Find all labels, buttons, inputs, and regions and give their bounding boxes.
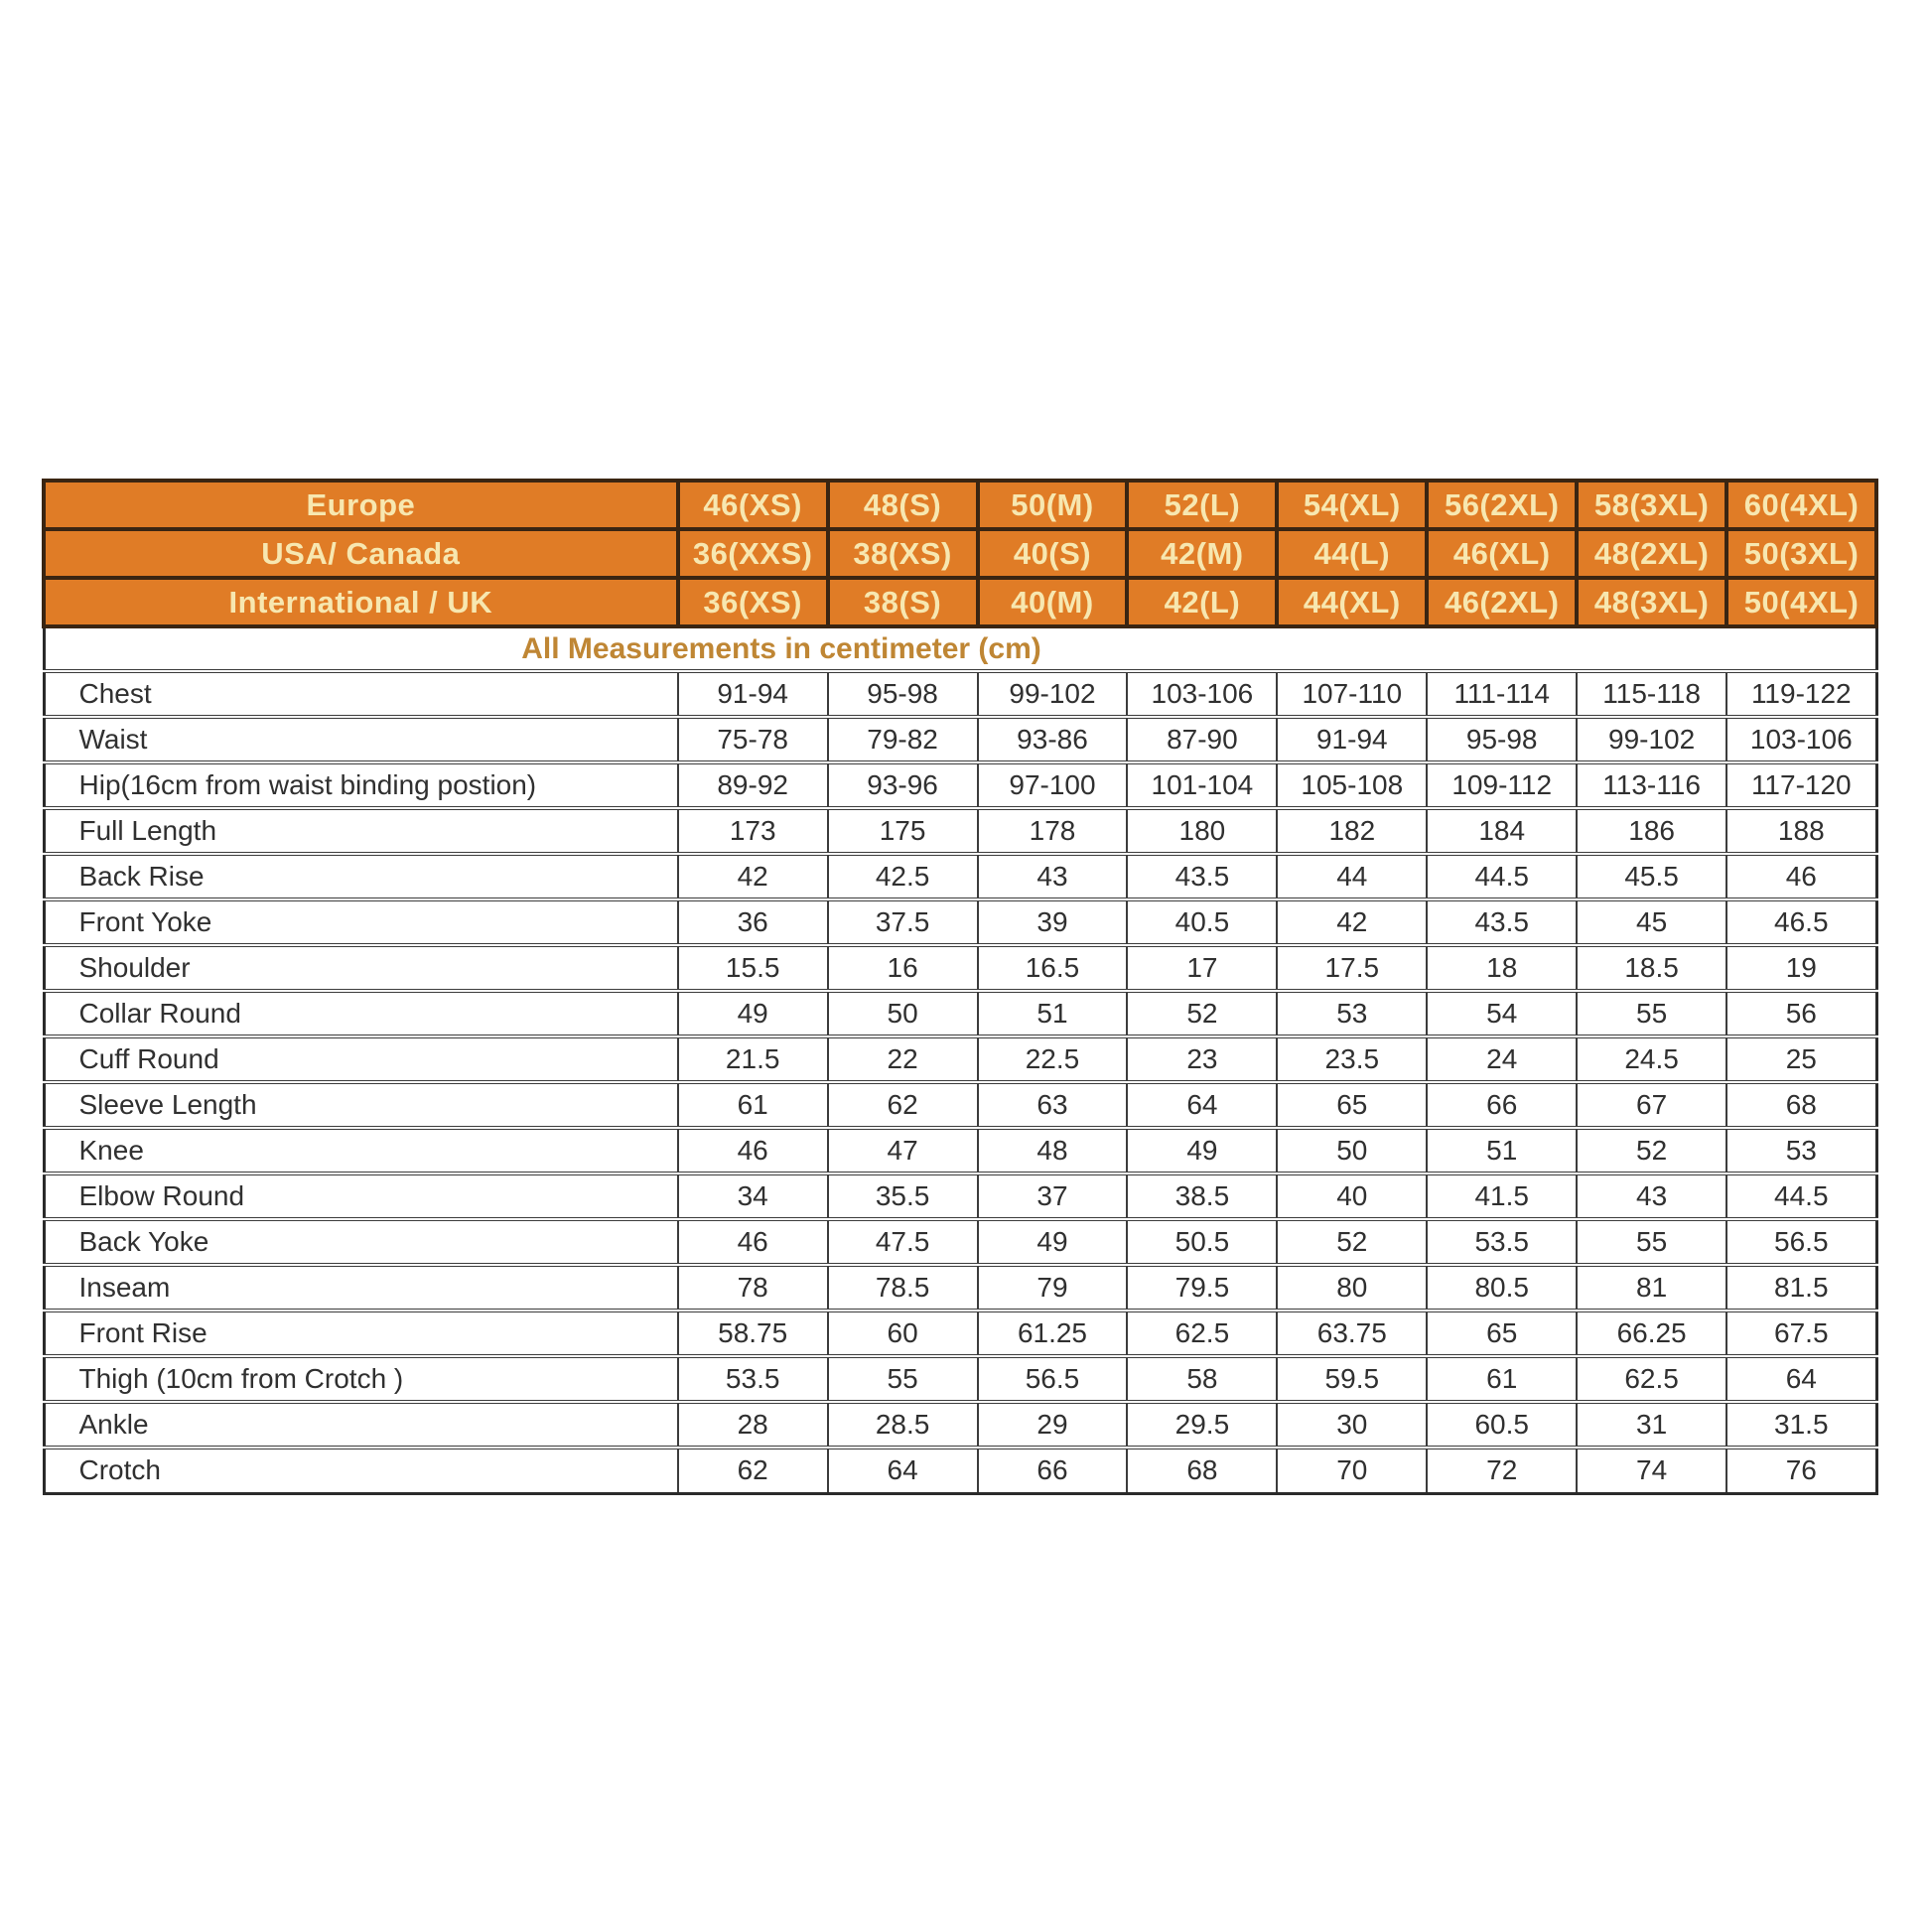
measurement-value: 52 (1127, 991, 1277, 1036)
measurement-value: 87-90 (1127, 717, 1277, 762)
measurement-value: 188 (1726, 808, 1876, 854)
measurement-value: 44 (1277, 854, 1427, 899)
measurement-value: 37 (978, 1173, 1128, 1219)
measurement-value: 79 (978, 1265, 1128, 1311)
measurement-value: 38.5 (1127, 1173, 1277, 1219)
measurement-value: 55 (1577, 1219, 1726, 1265)
measurement-value: 61 (1427, 1356, 1577, 1402)
measurement-value: 46 (678, 1219, 828, 1265)
measurement-value: 64 (1127, 1082, 1277, 1128)
measurement-value: 46 (1726, 854, 1876, 899)
measurement-value: 22.5 (978, 1036, 1128, 1082)
measurement-value: 80.5 (1427, 1265, 1577, 1311)
table-row (44, 1356, 1876, 1402)
table-row (44, 808, 1876, 854)
measurement-value: 80 (1277, 1265, 1427, 1311)
table-row (44, 717, 1876, 762)
measurement-value: 52 (1277, 1219, 1427, 1265)
measurement-value: 18 (1427, 945, 1577, 991)
measurement-value: 178 (978, 808, 1128, 854)
measurement-value: 66 (978, 1448, 1128, 1493)
measurement-value: 56.5 (1726, 1219, 1876, 1265)
measurement-value: 65 (1427, 1311, 1577, 1356)
measurement-value: 53 (1277, 991, 1427, 1036)
measurement-value: 95-98 (828, 671, 978, 717)
measurement-value: 182 (1277, 808, 1427, 854)
measurement-value: 17.5 (1277, 945, 1427, 991)
table-row (44, 1128, 1876, 1173)
measurement-value: 107-110 (1277, 671, 1427, 717)
measurement-value: 180 (1127, 808, 1277, 854)
measurement-value: 58.75 (678, 1311, 828, 1356)
measurement-value: 64 (828, 1448, 978, 1493)
measurement-value: 16.5 (978, 945, 1128, 991)
size-cell: 40(M) (978, 578, 1128, 626)
measurement-value: 63.75 (1277, 1311, 1427, 1356)
measurement-value: 59.5 (1277, 1356, 1427, 1402)
size-cell: 44(XL) (1277, 578, 1427, 626)
measurement-value: 51 (978, 991, 1128, 1036)
region-label: International / UK (44, 578, 678, 626)
measurement-value: 43.5 (1127, 854, 1277, 899)
measurement-value: 99-102 (978, 671, 1128, 717)
measurement-label: Back Yoke (44, 1219, 678, 1265)
measurement-value: 24.5 (1577, 1036, 1726, 1082)
measurement-value: 99-102 (1577, 717, 1726, 762)
table-row (44, 1036, 1876, 1082)
measurement-value: 31.5 (1726, 1402, 1876, 1448)
size-cell: 50(M) (978, 481, 1128, 529)
measurement-value: 184 (1427, 808, 1577, 854)
region-label: Europe (44, 481, 678, 529)
size-cell: 42(M) (1127, 529, 1277, 578)
measurement-value: 49 (978, 1219, 1128, 1265)
size-cell: 50(3XL) (1726, 529, 1876, 578)
measurement-value: 46 (678, 1128, 828, 1173)
table-row (44, 945, 1876, 991)
measurement-value: 37.5 (828, 899, 978, 945)
measurement-value: 65 (1277, 1082, 1427, 1128)
measurement-value: 105-108 (1277, 762, 1427, 808)
size-cell: 40(S) (978, 529, 1128, 578)
measurement-value: 95-98 (1427, 717, 1577, 762)
measurement-label: Back Rise (44, 854, 678, 899)
measurement-value: 93-96 (828, 762, 978, 808)
measurement-value: 43 (1577, 1173, 1726, 1219)
header-row (44, 481, 1876, 529)
measurement-value: 42 (678, 854, 828, 899)
measurement-value: 79.5 (1127, 1265, 1277, 1311)
size-cell: 44(L) (1277, 529, 1427, 578)
measurement-value: 22 (828, 1036, 978, 1082)
table-row (44, 1265, 1876, 1311)
measurement-value: 93-86 (978, 717, 1128, 762)
measurement-value: 36 (678, 899, 828, 945)
measurement-value: 48 (978, 1128, 1128, 1173)
measurement-value: 29.5 (1127, 1402, 1277, 1448)
region-label: USA/ Canada (44, 529, 678, 578)
size-cell: 60(4XL) (1726, 481, 1876, 529)
measurement-value: 29 (978, 1402, 1128, 1448)
table-row (44, 854, 1876, 899)
measurement-value: 54 (1427, 991, 1577, 1036)
measurement-value: 42.5 (828, 854, 978, 899)
measurement-value: 49 (678, 991, 828, 1036)
measurement-value: 109-112 (1427, 762, 1577, 808)
measurement-value: 62 (678, 1448, 828, 1493)
measurement-value: 16 (828, 945, 978, 991)
measurement-unit-note: All Measurements in centimeter (cm) (44, 626, 1876, 671)
measurement-value: 55 (828, 1356, 978, 1402)
measurement-label: Crotch (44, 1448, 678, 1493)
measurement-value: 47.5 (828, 1219, 978, 1265)
size-cell: 50(4XL) (1726, 578, 1876, 626)
measurement-value: 44.5 (1726, 1173, 1876, 1219)
size-cell: 46(XL) (1427, 529, 1577, 578)
measurement-value: 50 (828, 991, 978, 1036)
measurement-value: 53.5 (678, 1356, 828, 1402)
measurement-value: 43 (978, 854, 1128, 899)
measurement-value: 18.5 (1577, 945, 1726, 991)
table-row (44, 1402, 1876, 1448)
size-chart-table (42, 479, 1878, 1495)
measurement-label: Hip(16cm from waist binding postion) (44, 762, 678, 808)
measurement-value: 103-106 (1726, 717, 1876, 762)
measurement-value: 79-82 (828, 717, 978, 762)
table-row (44, 1448, 1876, 1493)
measurement-value: 78.5 (828, 1265, 978, 1311)
table-row (44, 671, 1876, 717)
size-cell: 48(3XL) (1577, 578, 1726, 626)
measurement-value: 45.5 (1577, 854, 1726, 899)
measurement-value: 31 (1577, 1402, 1726, 1448)
measurement-value: 19 (1726, 945, 1876, 991)
measurement-value: 46.5 (1726, 899, 1876, 945)
measurement-value: 60.5 (1427, 1402, 1577, 1448)
measurement-value: 91-94 (1277, 717, 1427, 762)
measurement-value: 62.5 (1127, 1311, 1277, 1356)
measurement-label: Ankle (44, 1402, 678, 1448)
measurement-value: 49 (1127, 1128, 1277, 1173)
size-cell: 48(S) (828, 481, 978, 529)
table-row (44, 1311, 1876, 1356)
measurement-value: 70 (1277, 1448, 1427, 1493)
measurement-value: 103-106 (1127, 671, 1277, 717)
measurement-label: Sleeve Length (44, 1082, 678, 1128)
measurement-value: 101-104 (1127, 762, 1277, 808)
measurement-value: 97-100 (978, 762, 1128, 808)
measurement-value: 111-114 (1427, 671, 1577, 717)
measurement-value: 81 (1577, 1265, 1726, 1311)
size-cell: 42(L) (1127, 578, 1277, 626)
measurement-value: 25 (1726, 1036, 1876, 1082)
size-cell: 36(XXS) (678, 529, 828, 578)
measurement-label: Cuff Round (44, 1036, 678, 1082)
size-cell: 38(S) (828, 578, 978, 626)
measurement-value: 66.25 (1577, 1311, 1726, 1356)
measurement-value: 117-120 (1726, 762, 1876, 808)
size-cell: 48(2XL) (1577, 529, 1726, 578)
size-cell: 36(XS) (678, 578, 828, 626)
measurement-value: 52 (1577, 1128, 1726, 1173)
measurement-value: 67 (1577, 1082, 1726, 1128)
measurement-value: 63 (978, 1082, 1128, 1128)
size-header (44, 481, 1876, 626)
table-row (44, 1219, 1876, 1265)
measurement-value: 15.5 (678, 945, 828, 991)
measurement-label: Collar Round (44, 991, 678, 1036)
measurement-value: 24 (1427, 1036, 1577, 1082)
measurement-value: 64 (1726, 1356, 1876, 1402)
measurement-value: 55 (1577, 991, 1726, 1036)
measurement-label: Inseam (44, 1265, 678, 1311)
measurement-value: 21.5 (678, 1036, 828, 1082)
measurement-label: Front Rise (44, 1311, 678, 1356)
measurement-value: 23.5 (1277, 1036, 1427, 1082)
measurement-value: 119-122 (1726, 671, 1876, 717)
measurement-value: 53 (1726, 1128, 1876, 1173)
table-row (44, 1173, 1876, 1219)
measurement-value: 42 (1277, 899, 1427, 945)
size-chart-container (42, 479, 1878, 1495)
measurement-value: 175 (828, 808, 978, 854)
measurement-value: 43.5 (1427, 899, 1577, 945)
measurement-value: 89-92 (678, 762, 828, 808)
measurement-value: 91-94 (678, 671, 828, 717)
measurement-value: 66 (1427, 1082, 1577, 1128)
table-row (44, 899, 1876, 945)
measurement-value: 40.5 (1127, 899, 1277, 945)
table-row (44, 762, 1876, 808)
header-row (44, 578, 1876, 626)
measurement-value: 28 (678, 1402, 828, 1448)
note-section (44, 626, 1876, 671)
measurements-body (44, 671, 1876, 1493)
measurement-value: 61.25 (978, 1311, 1128, 1356)
measurement-value: 62 (828, 1082, 978, 1128)
measurement-value: 39 (978, 899, 1128, 945)
measurement-value: 74 (1577, 1448, 1726, 1493)
measurement-value: 51 (1427, 1128, 1577, 1173)
measurement-value: 58 (1127, 1356, 1277, 1402)
measurement-value: 113-116 (1577, 762, 1726, 808)
measurement-label: Front Yoke (44, 899, 678, 945)
measurement-value: 62.5 (1577, 1356, 1726, 1402)
measurement-label: Waist (44, 717, 678, 762)
measurement-value: 23 (1127, 1036, 1277, 1082)
note-row (44, 626, 1876, 671)
size-cell: 58(3XL) (1577, 481, 1726, 529)
measurement-value: 68 (1127, 1448, 1277, 1493)
measurement-label: Knee (44, 1128, 678, 1173)
measurement-value: 30 (1277, 1402, 1427, 1448)
measurement-value: 53.5 (1427, 1219, 1577, 1265)
table-row (44, 1082, 1876, 1128)
size-cell: 46(XS) (678, 481, 828, 529)
measurement-value: 40 (1277, 1173, 1427, 1219)
measurement-value: 45 (1577, 899, 1726, 945)
measurement-value: 60 (828, 1311, 978, 1356)
measurement-value: 72 (1427, 1448, 1577, 1493)
header-row (44, 529, 1876, 578)
measurement-value: 34 (678, 1173, 828, 1219)
measurement-value: 78 (678, 1265, 828, 1311)
measurement-label: Full Length (44, 808, 678, 854)
measurement-value: 50 (1277, 1128, 1427, 1173)
measurement-value: 50.5 (1127, 1219, 1277, 1265)
measurement-label: Chest (44, 671, 678, 717)
table-row (44, 991, 1876, 1036)
measurement-value: 56.5 (978, 1356, 1128, 1402)
measurement-value: 67.5 (1726, 1311, 1876, 1356)
measurement-label: Shoulder (44, 945, 678, 991)
measurement-value: 47 (828, 1128, 978, 1173)
measurement-value: 173 (678, 808, 828, 854)
size-cell: 38(XS) (828, 529, 978, 578)
size-cell: 46(2XL) (1427, 578, 1577, 626)
size-cell: 54(XL) (1277, 481, 1427, 529)
measurement-value: 56 (1726, 991, 1876, 1036)
measurement-value: 41.5 (1427, 1173, 1577, 1219)
measurement-value: 186 (1577, 808, 1726, 854)
measurement-value: 81.5 (1726, 1265, 1876, 1311)
size-cell: 52(L) (1127, 481, 1277, 529)
measurement-value: 115-118 (1577, 671, 1726, 717)
measurement-value: 17 (1127, 945, 1277, 991)
measurement-value: 61 (678, 1082, 828, 1128)
measurement-label: Elbow Round (44, 1173, 678, 1219)
measurement-value: 44.5 (1427, 854, 1577, 899)
measurement-value: 28.5 (828, 1402, 978, 1448)
measurement-value: 35.5 (828, 1173, 978, 1219)
measurement-value: 68 (1726, 1082, 1876, 1128)
measurement-value: 75-78 (678, 717, 828, 762)
size-cell: 56(2XL) (1427, 481, 1577, 529)
measurement-value: 76 (1726, 1448, 1876, 1493)
measurement-label: Thigh (10cm from Crotch ) (44, 1356, 678, 1402)
